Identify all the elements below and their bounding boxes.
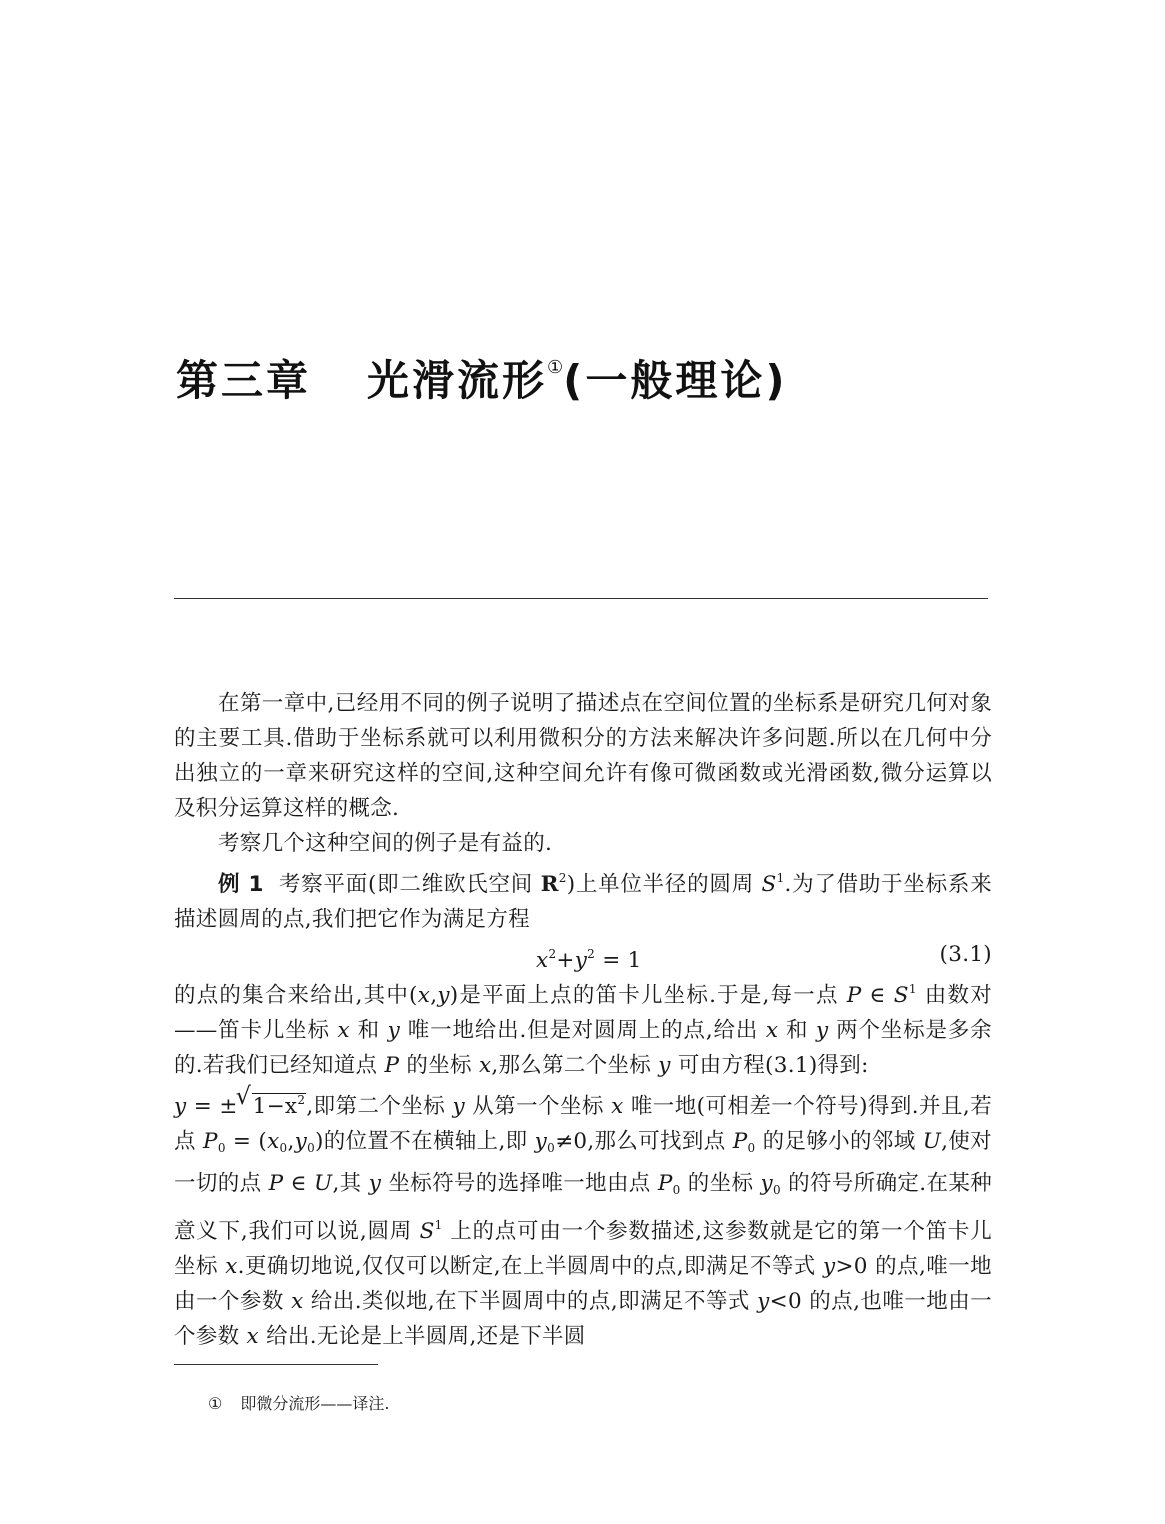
equation-circle: $x^2+y^2 = 1$ [536, 947, 642, 973]
paragraph-coordinates: 的点的集合来给出,其中(x,y)是平面上点的笛卡儿坐标.于是,每一点 P ∈ $S^1$ 由数对——笛卡儿坐标 x 和 y 唯一地给出.但是对圆周上的点,给出 x 和 y 两个坐标是多余的.若我们已经知道点 P 的坐标 x,那么第二个坐标 y 可由方程(3.1)得到: [174, 982, 992, 1078]
chapter-number: 第三章 [176, 356, 312, 405]
sqrt-expression: √ $1-x^2$ [240, 1083, 307, 1124]
paragraph-parametrization: y = ±√ $1-x^2$,即第二个坐标 y 从第一个坐标 x 唯一地(可相差一个符号)得到.并且,若点 $P_0 = (x_0,y_0)$的位置不在横轴上,即 $y_0\ne 0$,那么可找到点 $P_0$ 的足够小的邻域 U,使对一切的点 P ∈ U,其 y 坐标符号的选择唯一地由点 $P_0$ 的坐标 $y_0$ 的符号所确定.在某种意义下,我们可以说,圆周 $S^1$ 上的点可由一个参数描述,这参数就是它的第一个笛卡儿坐标 x.更确切地说,仅仅可以断定,在上半圆周中的点,即满足不等式 y>0 的点,唯一地由一个参数 x 给出.类似地,在下半圆周中的点,即满足不等式 y<0 的点,也唯一地由一个参数 x 给出.无论是上半圆周,还是下半圆 [174, 1083, 992, 1354]
paragraph-intro: 在第一章中,已经用不同的例子说明了描述点在空间位置的坐标系是研究几何对象的主要工具.借助于坐标系就可以利用微积分的方法来解决许多问题.所以在几何中分出独立的一章来研究这样的空间,这种空间允许有像可微函数或光滑函数,微分运算以及积分运算这样的概念. [174, 691, 992, 821]
body-text [174, 686, 992, 1354]
example-label: 例 1 [218, 872, 264, 897]
paragraph-examples: 考察几个这种空间的例子是有益的. [218, 831, 553, 856]
footnote [208, 1392, 389, 1416]
footnote-text: 即微分流形——译注. [240, 1394, 390, 1413]
chapter-subtitle: (一般理论) [563, 356, 788, 405]
chapter-title [176, 338, 996, 411]
title-divider [174, 598, 988, 599]
footnote-marker: ① [208, 1394, 223, 1413]
chapter-name: 光滑流形 [367, 356, 548, 405]
paragraph-example-1: 例 1 考察平面(即二维欧氏空间 $R^2$)上单位半径的圆周 $S^1$.为了借助于坐标系来描述圆周的点,我们把它作为满足方程 [174, 871, 992, 932]
footnote-divider [174, 1364, 378, 1365]
equation-row [174, 937, 992, 972]
equation-number: (3.1) [939, 942, 992, 967]
footnote-reference[interactable]: ① [547, 357, 564, 378]
